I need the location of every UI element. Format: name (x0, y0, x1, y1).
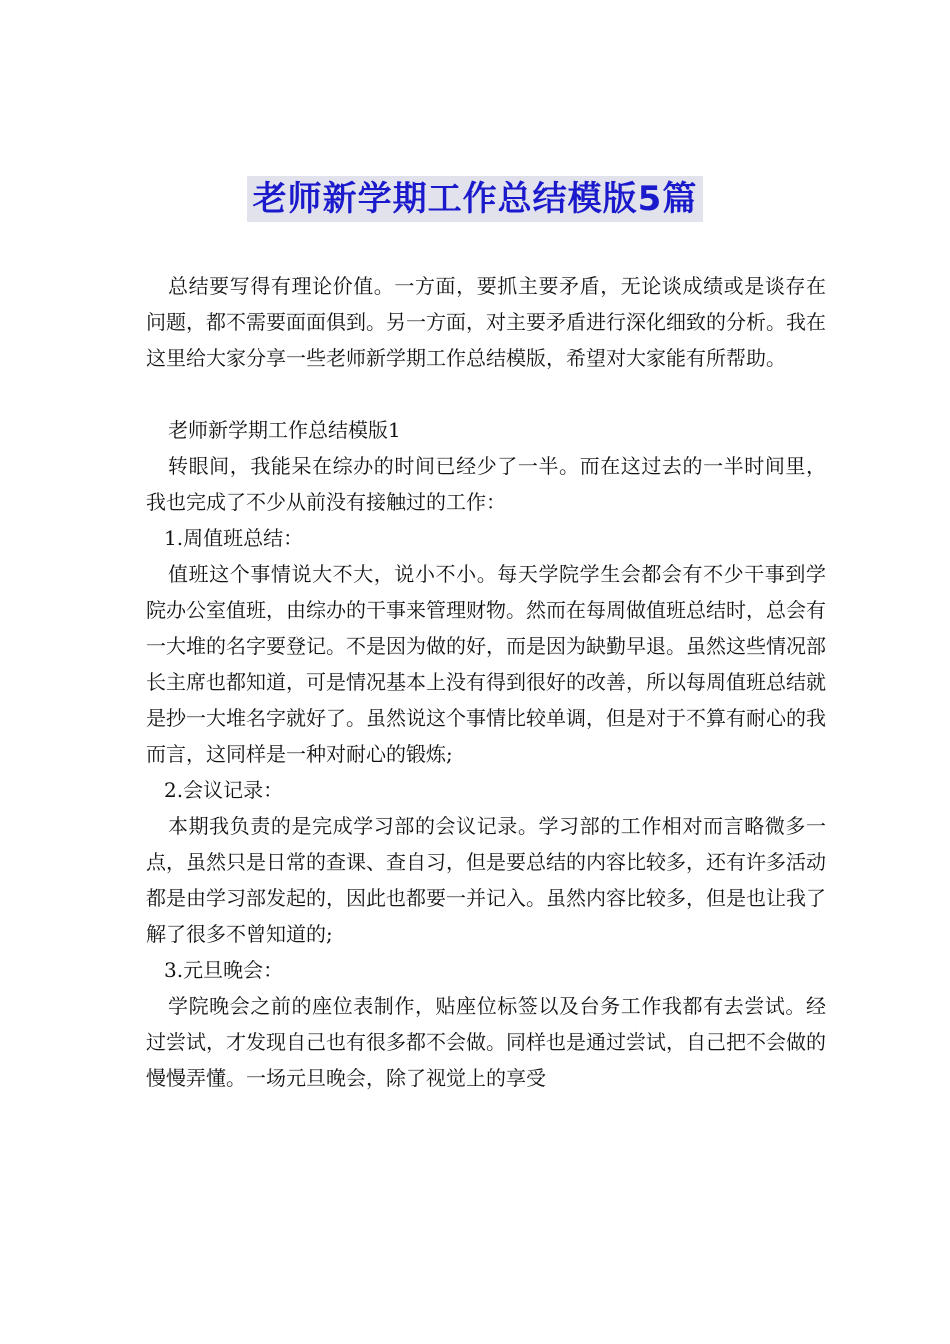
section-paragraph: 转眼间，我能呆在综办的时间已经少了一半。而在这过去的一半时间里，我也完成了不少从前没有接触过的工作： (146, 454, 826, 514)
intro-paragraph: 总结要写得有理论价值。一方面，要抓主要矛盾，无论谈成绩或是谈存在问题，都不需要面面俱到。另一方面，对主要矛盾进行深化细致的分析。我在这里给大家分享一些老师新学期工作总结模版，希望对大家能有所帮助。 (146, 274, 826, 370)
item-text-meeting: 本期我负责的是完成学习部的会议记录。学习部的工作相对而言略微多一点，虽然只是日常的查课、查自习，但是要总结的内容比较多，还有许多活动都是由学习部发起的，因此也都要一并记入。虽然内容比较多，但是也让我了解了很多不曾知道的; (146, 814, 826, 946)
document-body (146, 268, 826, 1096)
title-container (0, 176, 950, 222)
section-heading: 老师新学期工作总结模版1 (168, 418, 401, 442)
item-label-gala: 3.元旦晚会： (164, 958, 284, 982)
item-label-meeting: 2.会议记录： (164, 778, 284, 802)
item-text-duty: 值班这个事情说大不大，说小不小。每天学院学生会都会有不少干事到学院办公室值班，由综办的干事来管理财物。然而在每周做值班总结时，总会有一大堆的名字要登记。不是因为做的好，而是因为缺勤早退。虽然这些情况部长主席也都知道，可是情况基本上没有得到很好的改善，所以每周值班总结就是抄一大堆名字就好了。虽然说这个事情比较单调，但是对于不算有耐心的我而言，这同样是一种对耐心的锻炼; (146, 562, 826, 766)
document-title: 老师新学期工作总结模版5篇 (247, 176, 704, 222)
paragraph-gap (146, 376, 826, 412)
item-text-gala: 学院晚会之前的座位表制作，贴座位标签以及台务工作我都有去尝试。经过尝试，才发现自己也有很多都不会做。同样也是通过尝试，自己把不会做的慢慢弄懂。一场元旦晚会，除了视觉上的享受 (146, 994, 826, 1090)
item-label-duty: 1.周值班总结： (164, 526, 304, 550)
